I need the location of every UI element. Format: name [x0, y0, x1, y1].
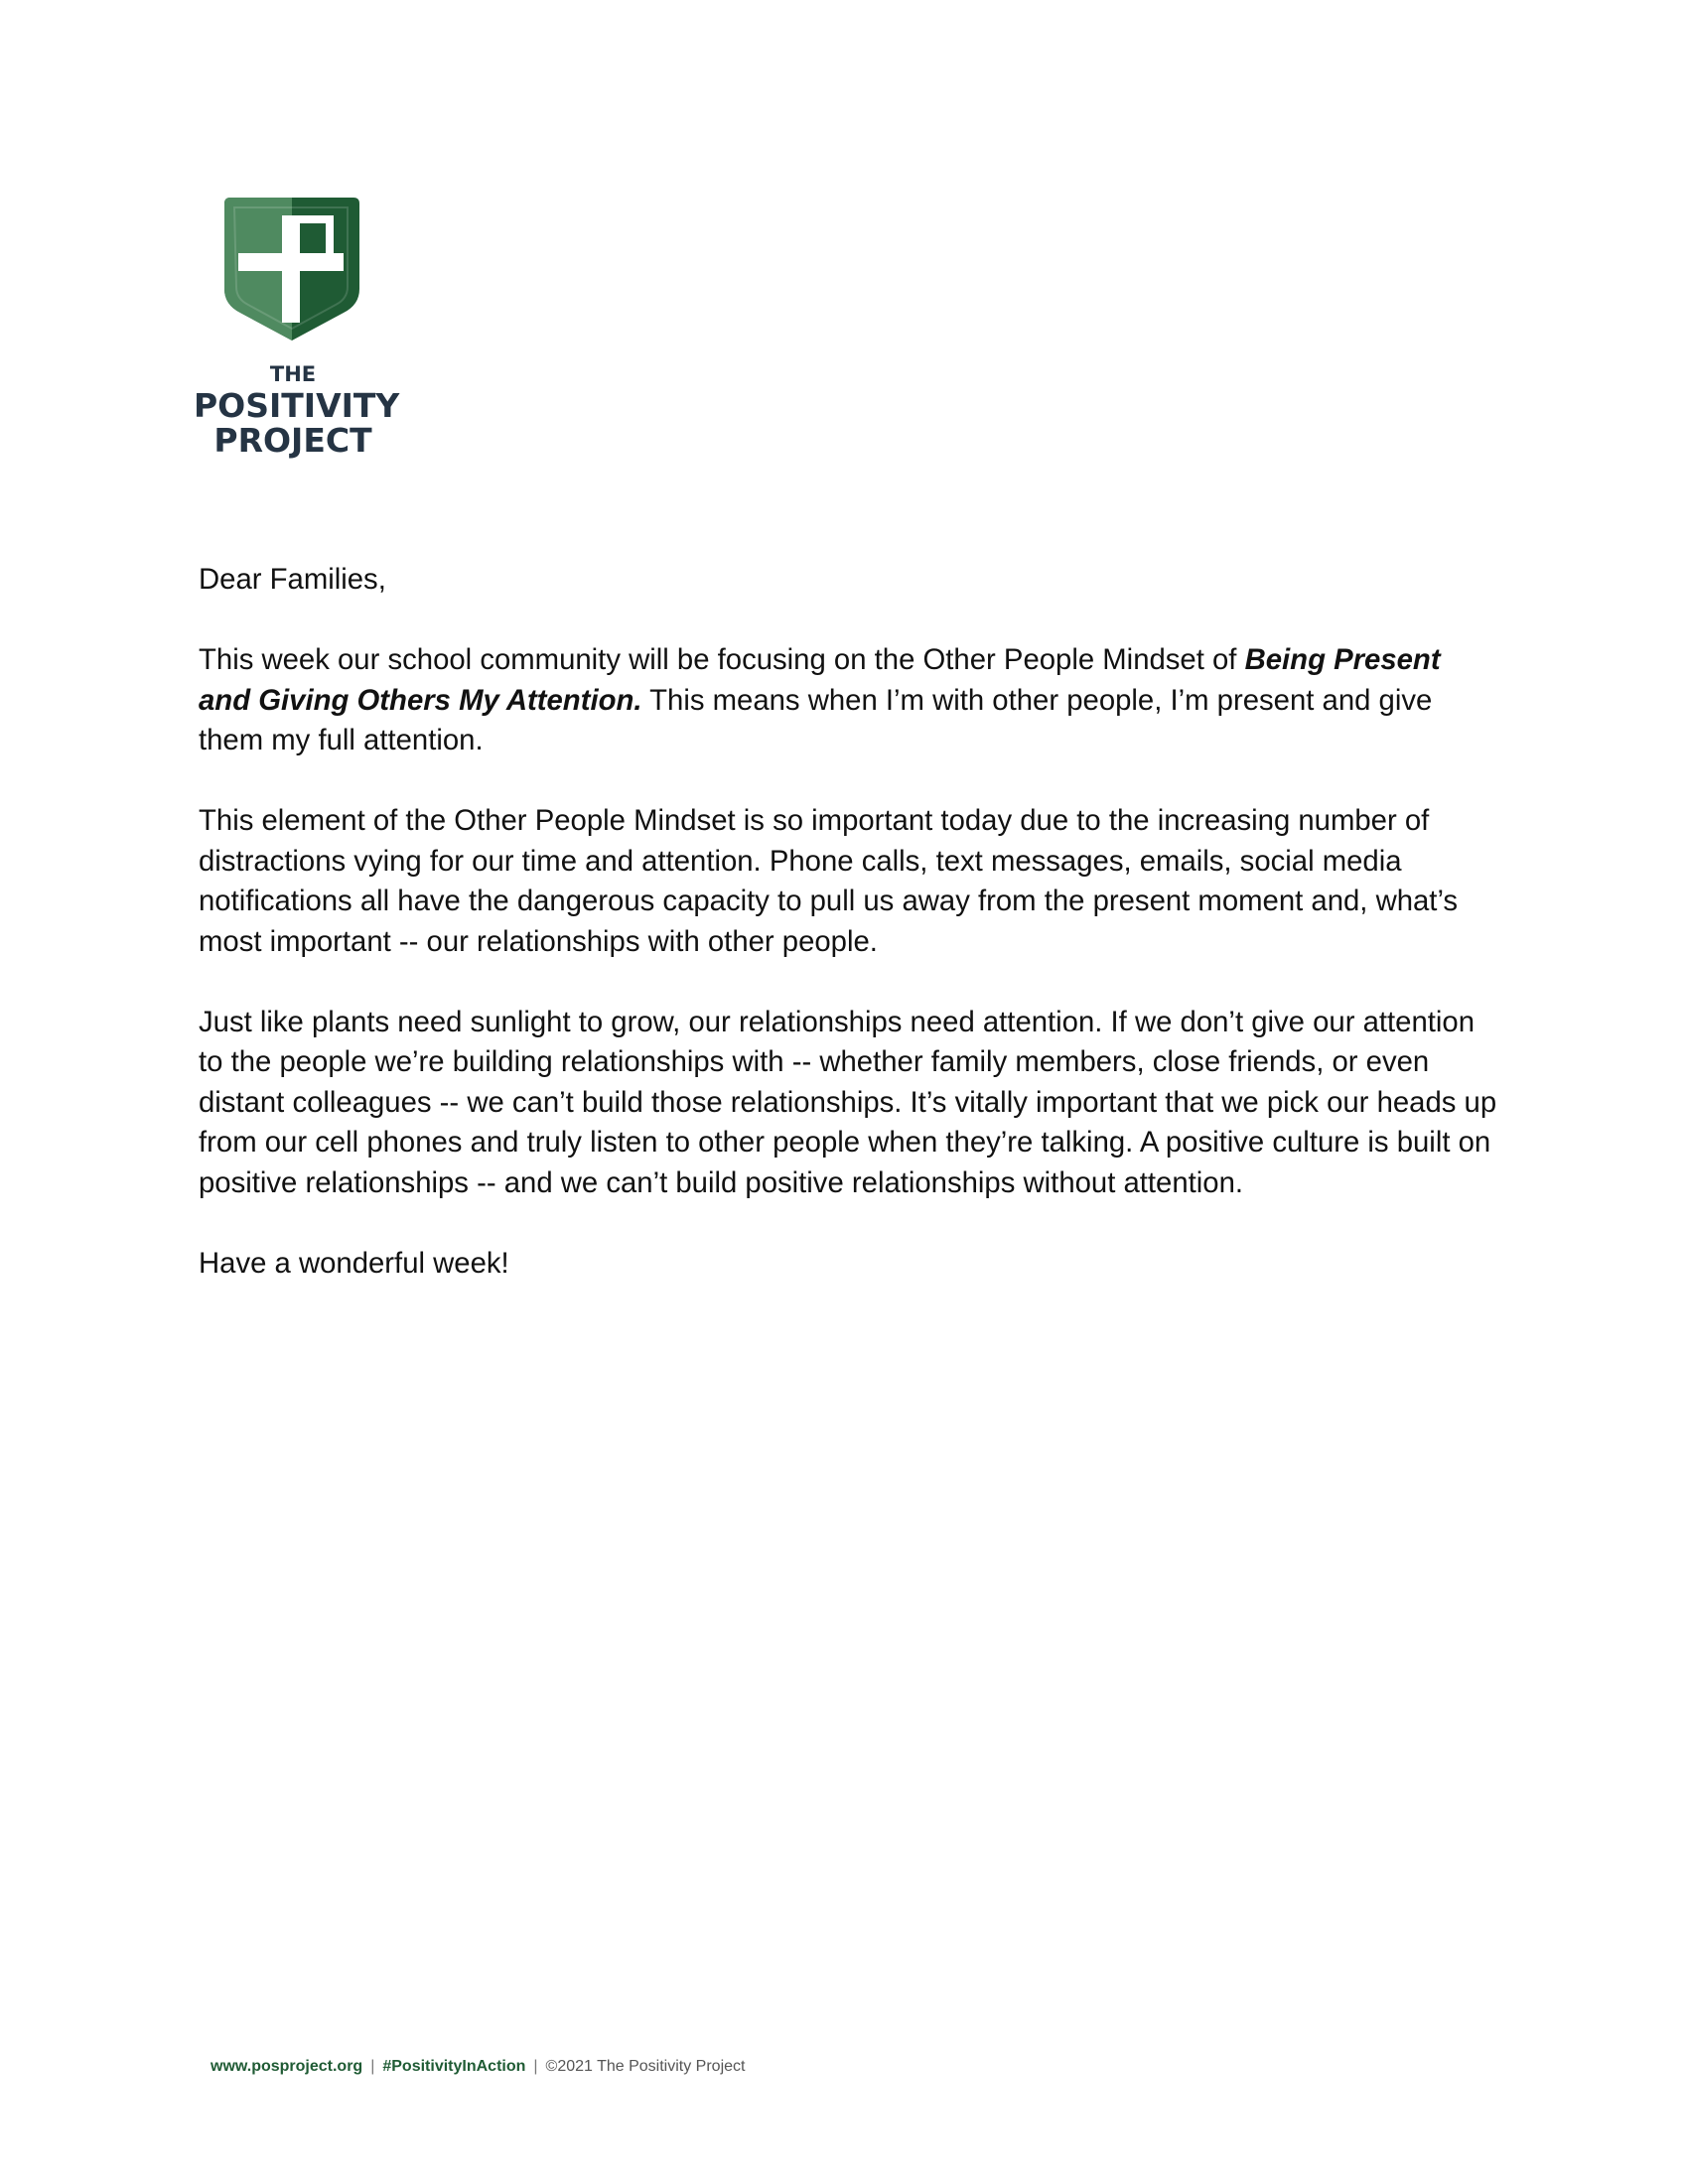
footer	[211, 2058, 745, 2076]
paragraph-1-intro: This week our school community will be focusing on the Other People Mindset of	[199, 643, 1245, 676]
footer-separator: |	[370, 2058, 375, 2075]
footer-website-link[interactable]: www.posproject.org	[211, 2058, 363, 2075]
paragraph-1	[199, 640, 1499, 761]
paragraph-1-rest: This means when I’m with other people, I’m present and give them my full attention.	[199, 683, 1433, 756]
paragraph-2: This element of the Other People Mindset is so important today due to the increasing number of distractions vying for our time and attention. Phone calls, text messages, emails, social media notifications all have the dangerous capacity to pull us away from the present moment and, what’s most important -- our relationships with other people.	[199, 804, 1459, 958]
shield-plus-icon	[220, 194, 363, 344]
footer-separator: |	[533, 2058, 538, 2075]
logo-text-the: THE	[269, 362, 317, 386]
logo-text-positivity: POSITIVITY	[194, 386, 400, 425]
footer-hashtag: #PositivityInAction	[382, 2058, 526, 2075]
closing: Have a wonderful week!	[199, 1246, 509, 1280]
positivity-project-logo	[194, 194, 400, 460]
footer-copyright: ©2021 The Positivity Project	[545, 2058, 746, 2075]
salutation: Dear Families,	[199, 563, 386, 596]
mindset-emphasis: Being Present and Giving Others My Attention.	[199, 643, 1441, 717]
letter-body	[199, 560, 1499, 1324]
paragraph-3: Just like plants need sunlight to grow, our relationships need attention. If we don’t give our attention to the people we’re building relationships with -- whether family members, close friends, or even distant colleagues -- we can’t build those relationships. It’s vitally important that we pick our heads up from our cell phones and truly listen to other people when they’re talking. A positive culture is built on positive relationships -- and we can’t build positive relationships without attention.	[199, 1005, 1497, 1199]
logo-text-project: PROJECT	[213, 421, 372, 460]
